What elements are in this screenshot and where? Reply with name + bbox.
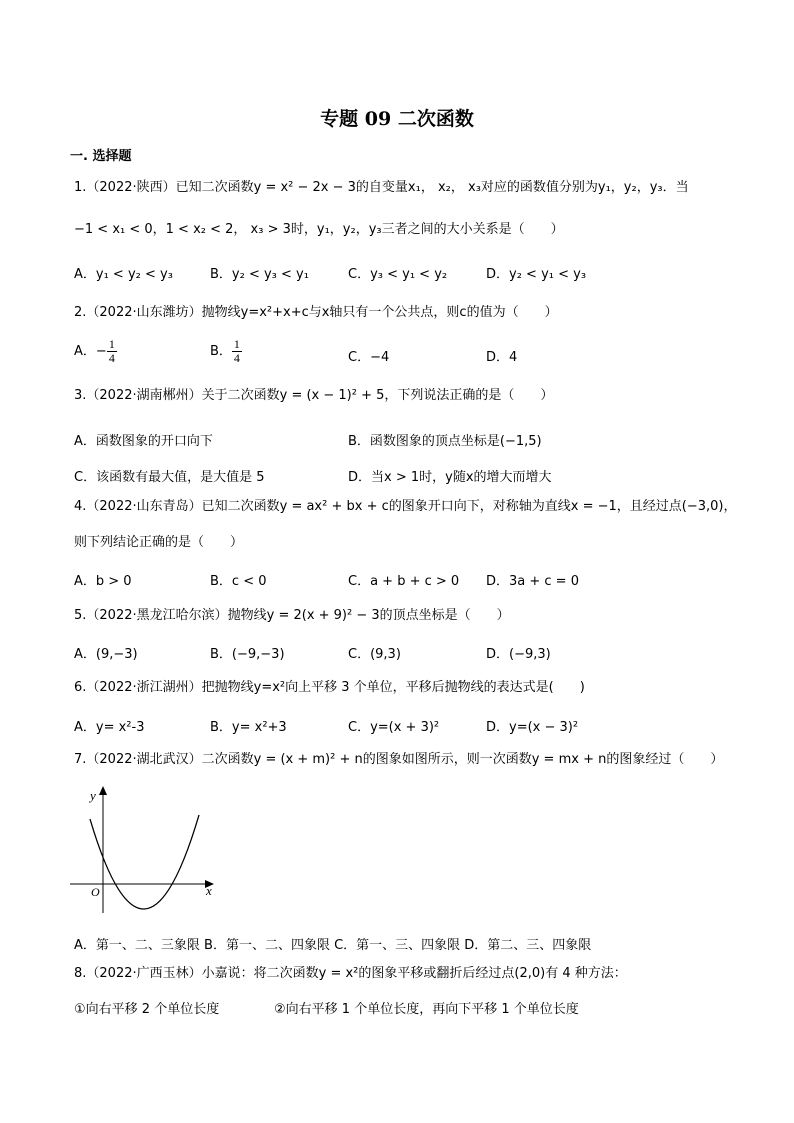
question-3-stem: 3.（2022·湖南郴州）关于二次函数y = (x − 1)² + 5，下列说法正确的是（ ） — [74, 388, 554, 403]
fraction-denominator: 4 — [108, 351, 115, 365]
q3-option-c[interactable]: C．该函数有最大值，是大值是 5 — [74, 470, 265, 485]
q5-option-b[interactable]: B．(−9,−3) — [210, 647, 285, 662]
q2-option-b-fraction — [232, 338, 242, 365]
q5-option-c[interactable]: C．(9,3) — [348, 647, 401, 662]
q8-method-1: ①向右平移 2 个单位长度 — [74, 1002, 220, 1017]
q6-option-c[interactable]: C．y=(x + 3)² — [348, 720, 440, 735]
parabola-curve — [90, 815, 199, 909]
parabola-graph — [68, 783, 218, 918]
fraction-numerator: 1 — [233, 337, 240, 351]
q2-option-c[interactable]: C．−4 — [348, 350, 390, 365]
q3-option-b[interactable]: B．函数图象的顶点坐标是(−1,5) — [348, 434, 542, 449]
q2-option-b-label: B． — [210, 344, 232, 359]
y-axis-arrow-icon — [99, 786, 107, 795]
q4-option-b[interactable]: B．c < 0 — [210, 574, 267, 589]
q1-option-c[interactable]: C．y₃ < y₁ < y₂ — [348, 267, 448, 282]
q4-option-a[interactable]: A．b > 0 — [74, 574, 132, 589]
question-7-stem: 7.（2022·湖北武汉）二次函数y = (x + m)² + n的图象如图所示，则一次函数y = mx + n的图象经过（ ） — [74, 752, 724, 767]
question-2-stem: 2.（2022·山东潍坊）抛物线y=x²+x+c与x轴只有一个公共点，则c的值为（ ） — [74, 305, 558, 320]
q1-option-a[interactable]: A．y₁ < y₂ < y₃ — [74, 267, 173, 282]
q6-option-b[interactable]: B．y= x²+3 — [210, 720, 287, 735]
q1-option-d[interactable]: D．y₂ < y₁ < y₃ — [486, 267, 587, 282]
fraction-numerator: 1 — [108, 337, 115, 351]
question-8-stem: 8.（2022·广西玉林）小嘉说：将二次函数y = x²的图象平移或翻折后经过点(2,0)有 4 种方法： — [74, 966, 627, 981]
q3-option-d[interactable]: D．当x > 1时，y随x的增大而增大 — [348, 470, 552, 485]
question-4-stem-cont: 则下列结论正确的是（ ） — [74, 535, 244, 550]
section-heading: 一. 选择题 — [70, 149, 132, 164]
q2-option-d[interactable]: D．4 — [486, 350, 518, 365]
origin-label: O — [91, 885, 100, 899]
q2-option-b[interactable] — [210, 338, 242, 365]
q1-option-b[interactable]: B．y₂ < y₃ < y₁ — [210, 267, 309, 282]
question-4-stem: 4.（2022·山东青岛）已知二次函数y = ax² + bx + c的图象开口向下，对称轴为直线x = −1，且经过点(−3,0)， — [74, 499, 737, 514]
q6-option-a[interactable]: A．y= x²-3 — [74, 720, 145, 735]
question-5-stem: 5.（2022·黑龙江哈尔滨）抛物线y = 2(x + 9)² − 3的顶点坐标是（ ） — [74, 608, 510, 623]
question-1-stem-cont: −1 < x₁ < 0，1 < x₂ < 2， x₃ > 3时，y₁，y₂，y₃三者之间的大小关系是（ ） — [74, 222, 564, 237]
q7-options[interactable]: A．第一、二、三象限 B．第一、二、四象限 C．第一、三、四象限 D．第二、三、四象限 — [74, 938, 592, 953]
q2-option-a-label: A． — [74, 344, 96, 359]
q3-option-a[interactable]: A．函数图象的开口向下 — [74, 434, 213, 449]
page-title: 专题 09 二次函数 — [320, 108, 474, 130]
q4-option-c[interactable]: C．a + b + c > 0 — [348, 574, 460, 589]
q2-option-a[interactable] — [74, 338, 117, 365]
q8-method-2: ②向右平移 1 个单位长度，再向下平移 1 个单位长度 — [274, 1002, 579, 1017]
q4-option-d[interactable]: D．3a + c = 0 — [486, 574, 579, 589]
question-6-stem: 6.（2022·浙江湖州）把抛物线y=x²向上平移 3 个单位，平移后抛物线的表达式是( ) — [74, 680, 585, 695]
q2-option-a-sign: − — [95, 344, 107, 359]
fraction-denominator: 4 — [233, 351, 240, 365]
q6-option-d[interactable]: D．y=(x − 3)² — [486, 720, 579, 735]
q5-option-a[interactable]: A．(9,−3) — [74, 647, 138, 662]
x-axis-label: x — [206, 883, 212, 898]
question-1-stem: 1.（2022·陕西）已知二次函数y = x² − 2x − 3的自变量x₁， x₂， x₃对应的函数值分别为y₁，y₂，y₃．当 — [74, 180, 689, 195]
y-axis-label: y — [90, 788, 96, 803]
q2-option-a-fraction — [107, 338, 117, 365]
q5-option-d[interactable]: D．(−9,3) — [486, 647, 551, 662]
